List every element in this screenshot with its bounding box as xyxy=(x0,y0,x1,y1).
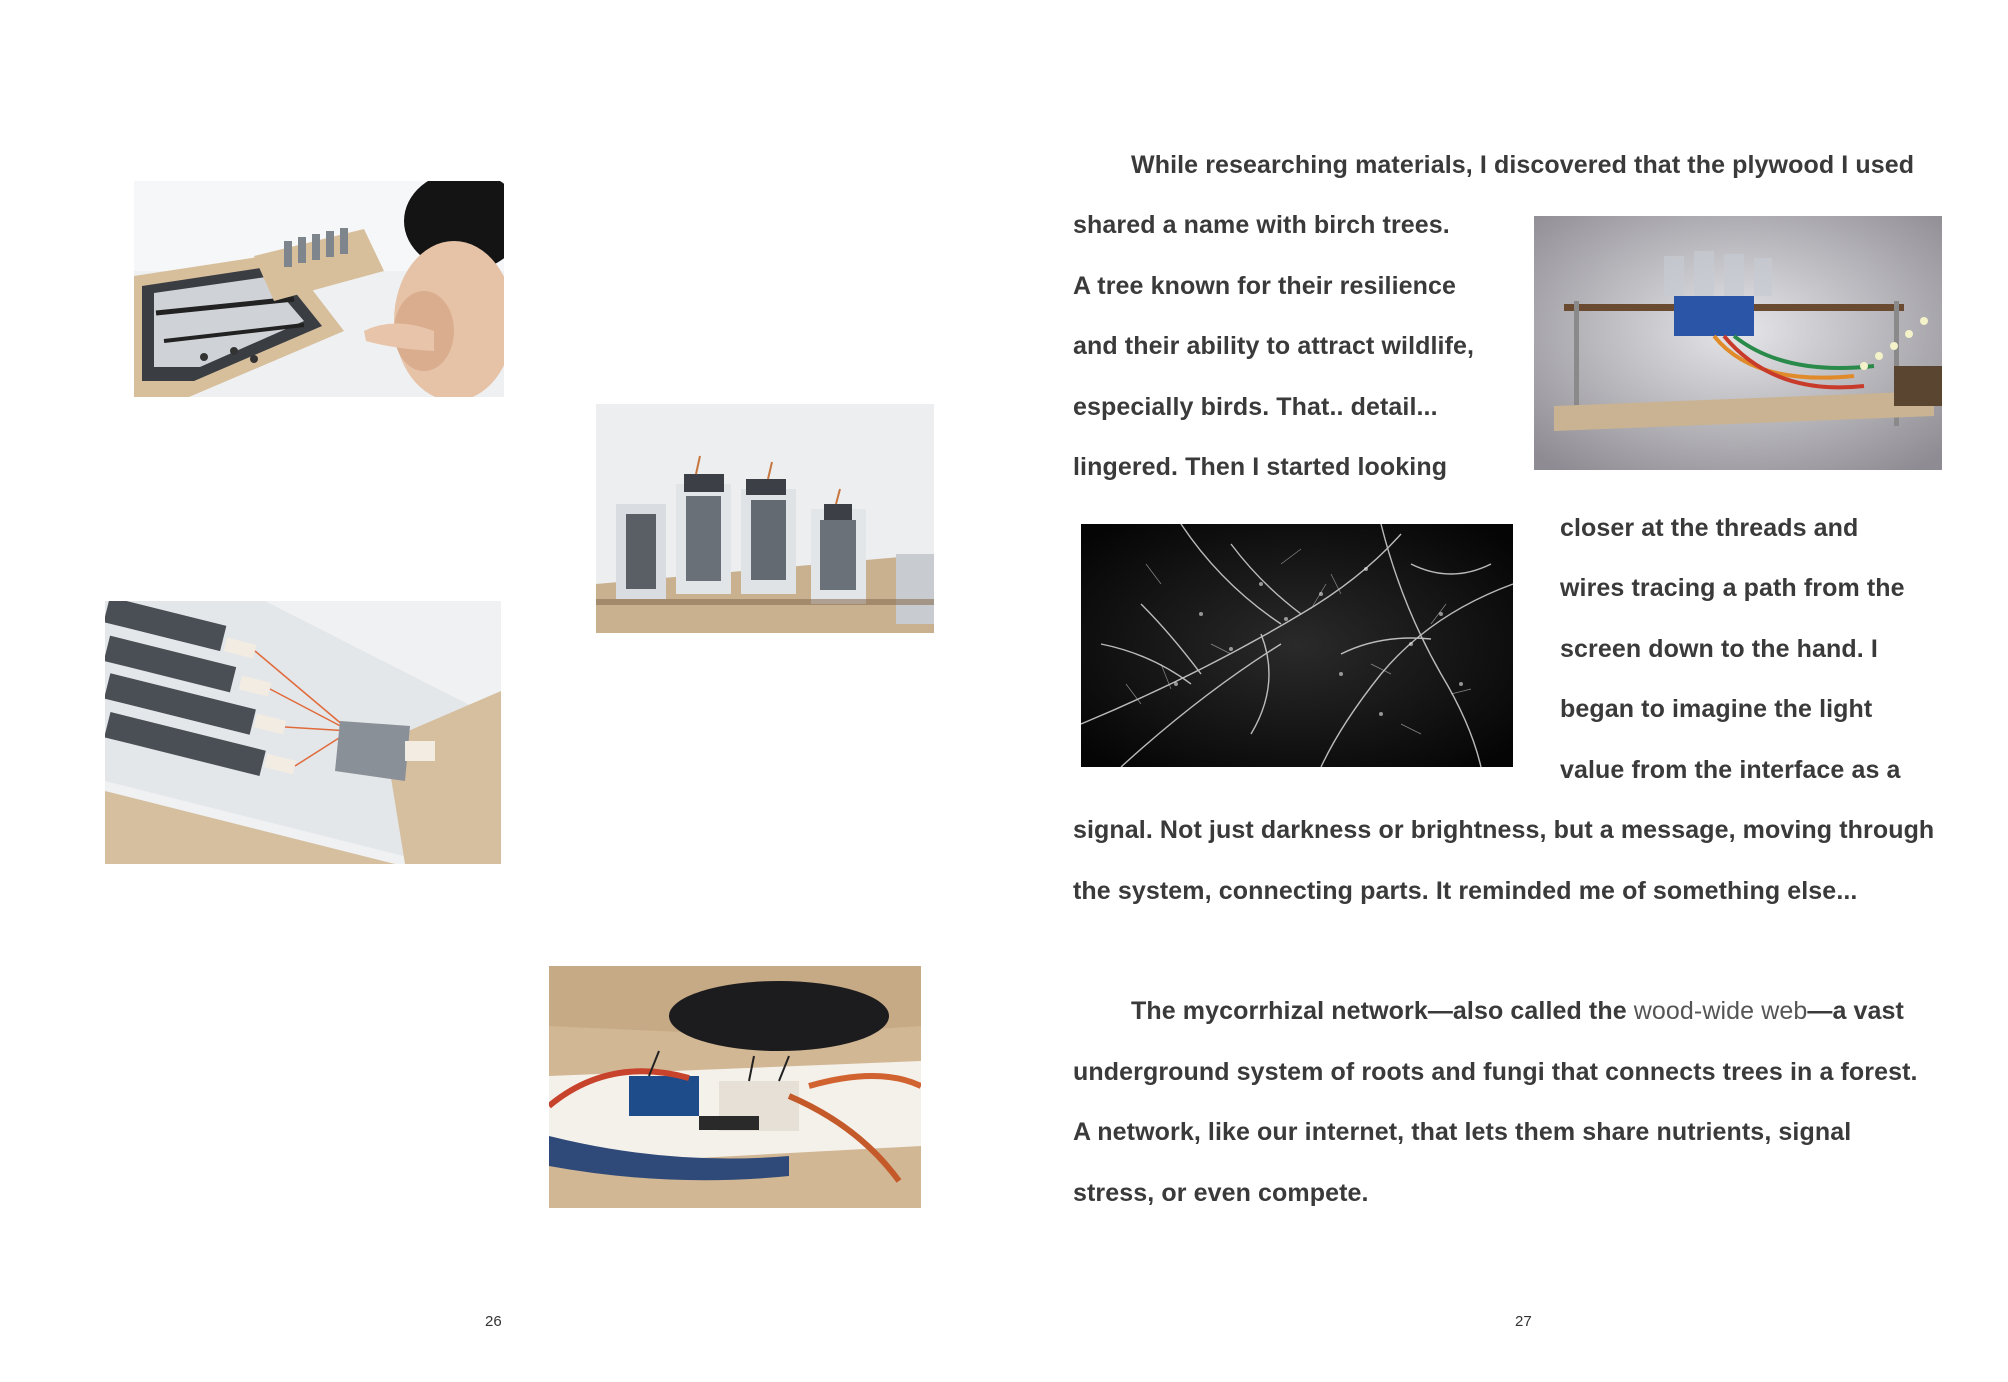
text-line: especially birds. That.. detail... xyxy=(1073,393,1438,421)
text-line: underground system of roots and fungi that connects trees in a forest. xyxy=(1073,1058,1918,1086)
text-fragment: —a vast xyxy=(1807,997,1904,1025)
page-number-right: 27 xyxy=(1515,1313,1532,1330)
photo-tablet-prototype xyxy=(134,181,504,397)
photo-electronics-rig xyxy=(1534,216,1942,470)
photo-sensor-modules xyxy=(596,404,934,633)
photo-string-mechanism xyxy=(105,601,501,864)
text-line: shared a name with birch trees. xyxy=(1073,211,1450,239)
text-line: While researching materials, I discovered that the plywood I used xyxy=(1131,151,1915,179)
text-line: the system, connecting parts. It reminded me of something else... xyxy=(1073,877,1858,905)
text-line: and their ability to attract wildlife, xyxy=(1073,332,1475,360)
text-line: wires tracing a path from the xyxy=(1560,574,1905,602)
text-line: lingered. Then I started looking xyxy=(1073,453,1448,481)
text-line: signal. Not just darkness or brightness, but a message, moving through xyxy=(1073,816,1935,844)
text-line xyxy=(1131,996,1904,1026)
text-line: A network, like our internet, that lets them share nutrients, signal xyxy=(1073,1118,1852,1146)
text-line: value from the interface as a xyxy=(1560,756,1901,784)
text-line: A tree known for their resilience xyxy=(1073,272,1457,300)
text-line: closer at the threads and xyxy=(1560,514,1859,542)
text-line: stress, or even compete. xyxy=(1073,1179,1369,1207)
photo-tree-branches xyxy=(1081,524,1513,767)
text-line: screen down to the hand. I xyxy=(1560,635,1878,663)
text-line: began to imagine the light xyxy=(1560,695,1873,723)
wood-wide-web-term: wood-wide web xyxy=(1633,997,1808,1025)
text-fragment: The mycorrhizal network—also called the xyxy=(1131,997,1634,1025)
page-number-left: 26 xyxy=(485,1313,502,1330)
photo-circuit-underside xyxy=(549,966,921,1208)
